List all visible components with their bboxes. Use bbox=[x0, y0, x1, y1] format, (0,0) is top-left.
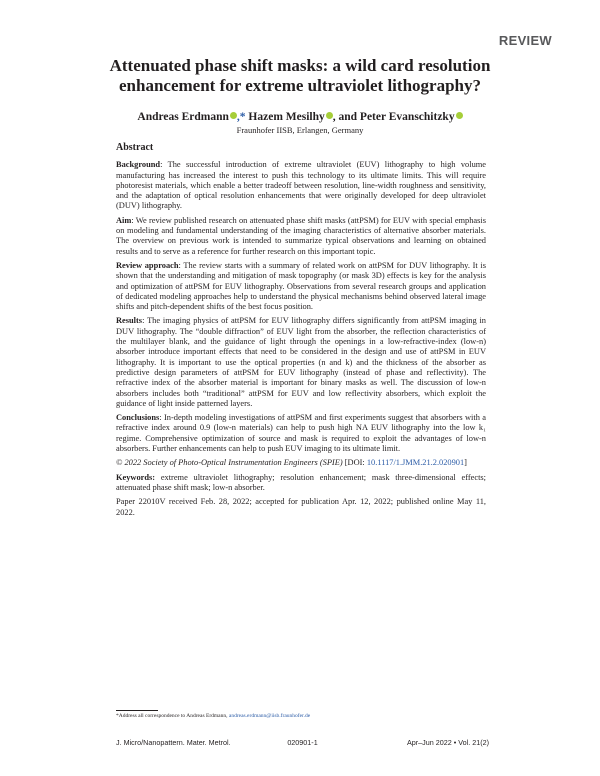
paragraph-text: : The imaging physics of attPSM for EUV lithography differs significantly from attPSM imaging in DUV lithography. The “double diffraction” of EUV light from the absorber, the reflection characteristics of the multilayer blank, and the guidance of light through the openings in a low-refractive-index (low-n) absorber introduce important effects that need to be considered in the design and use of attPSM in EUV lithography. It is important to use the optical properties (n and k) and the thickness of the absorber as predictive design parameters of attPSM for EUV lithography (instead of phase and reflectivity). The refractive index of the absorber material is important for binary masks as well. The discussion of low-n absorbers includes both “traditional” attPSM for EUV and low reflectivity absorbers, which exploit the guidance of light inside patterned layers. bbox=[116, 316, 486, 408]
orcid-icon[interactable] bbox=[456, 112, 463, 119]
abstract-section bbox=[116, 143, 486, 522]
correspondence-email-link[interactable]: andreas.erdmann@iisb.fraunhofer.de bbox=[228, 713, 311, 719]
abstract-paragraph-background bbox=[116, 160, 486, 211]
corresponding-marker: ,* bbox=[236, 111, 246, 123]
paragraph-label: Background bbox=[116, 160, 161, 170]
paragraph-text: : The review starts with a summary of related work on attPSM for DUV lithography. It is shown that the understanding and mitigation of mask topography (or mask 3D) effects is key for the analysis and optimization of attPSM for EUV lithography. Observations from several research groups and application of dedicated modeling approaches help to understand the physical mechanisms behind observed lateral image shifts and pitch-dependent shifts of the best focus position. bbox=[116, 260, 486, 312]
author-separator: , and bbox=[332, 111, 360, 123]
paragraph-label: Results bbox=[116, 316, 143, 326]
correspondence-footnote bbox=[116, 713, 310, 720]
author-name: Hazem Mesilhy bbox=[248, 111, 325, 123]
copyright-line bbox=[116, 458, 486, 468]
footnote-text: *Address all correspondence to Andreas Erdmann, bbox=[116, 713, 229, 719]
paper-title: Attenuated phase shift masks: a wild card resolution enhancement for extreme ultraviolet lithography? bbox=[109, 56, 491, 95]
author-name: Peter Evanschitzky bbox=[359, 111, 455, 123]
page-number: 020901-1 bbox=[287, 738, 318, 747]
abstract-heading: Abstract bbox=[116, 142, 154, 153]
affiliation: Fraunhofer IISB, Erlangen, Germany bbox=[236, 125, 364, 135]
footnote-divider bbox=[116, 710, 158, 711]
copyright-text: © 2022 Society of Photo-Optical Instrumentation Engineers (SPIE) bbox=[116, 458, 343, 468]
doi-prefix: [DOI: bbox=[342, 458, 367, 468]
author-name: Andreas Erdmann bbox=[137, 111, 229, 123]
paragraph-label: Conclusions bbox=[116, 413, 160, 423]
issue-info: Apr–Jun 2022 • Vol. 21(2) bbox=[406, 738, 489, 747]
review-label: REVIEW bbox=[498, 33, 552, 48]
orcid-icon[interactable] bbox=[326, 112, 333, 119]
orcid-icon[interactable] bbox=[230, 112, 237, 119]
abstract-paragraph-conclusions bbox=[116, 413, 486, 454]
doi-link[interactable]: 10.1117/1.JMM.21.2.020901 bbox=[366, 458, 465, 468]
paragraph-label: Aim bbox=[116, 215, 132, 225]
abstract-paragraph-aim bbox=[116, 216, 486, 257]
keywords-text: extreme ultraviolet lithography; resolution enhancement; mask three-dimensional effects; attenuated phase shift mask; low-n absorber. bbox=[116, 472, 486, 492]
publication-history: Paper 22010V received Feb. 28, 2022; accepted for publication Apr. 12, 2022; published online May 11, 2022. bbox=[116, 497, 486, 517]
journal-name: J. Micro/Nanopattern. Mater. Metrol. bbox=[116, 738, 231, 747]
paragraph-text: : The successful introduction of extreme ultraviolet (EUV) lithography to high volume manufacturing has increased the interest to push this technology to its ultimate limits. This will require photoresist materials, which enable a better tradeoff between resolution, line-width roughness and sensitivity, and the adaptation of optical resolution enhancements that were originally developed for deep ultraviolet (DUV) lithography. bbox=[116, 160, 486, 211]
doi-suffix: ] bbox=[464, 458, 467, 468]
abstract-paragraph-results bbox=[116, 316, 486, 409]
paragraph-text: : In-depth modeling investigations of attPSM and first experiments suggest that absorbers with a refractive index around 0.9 (low-n materials) can help to push high NA EUV lithography into the low k₁ regime. Comprehensive optimization of source and mask is required to exploit the advantages of low-n absorbers. Further enhancements can help to push EUV imaging to its ultimate limit. bbox=[116, 413, 486, 454]
keywords-line bbox=[116, 473, 486, 494]
abstract-paragraph-approach bbox=[116, 261, 486, 312]
paragraph-text: : We review published research on attenuated phase shift masks (attPSM) for EUV with special emphasis on modeling and fundamental understanding of the imaging characteristics of alternative absorber materials. The overview on previous work is intended to summarize typical observations and learning on obtained results and to serve as a reference for further research on this important topic. bbox=[116, 215, 486, 256]
keywords-label: Keywords: bbox=[116, 472, 156, 482]
paragraph-label: Review approach bbox=[116, 260, 179, 270]
author-list bbox=[60, 110, 540, 124]
